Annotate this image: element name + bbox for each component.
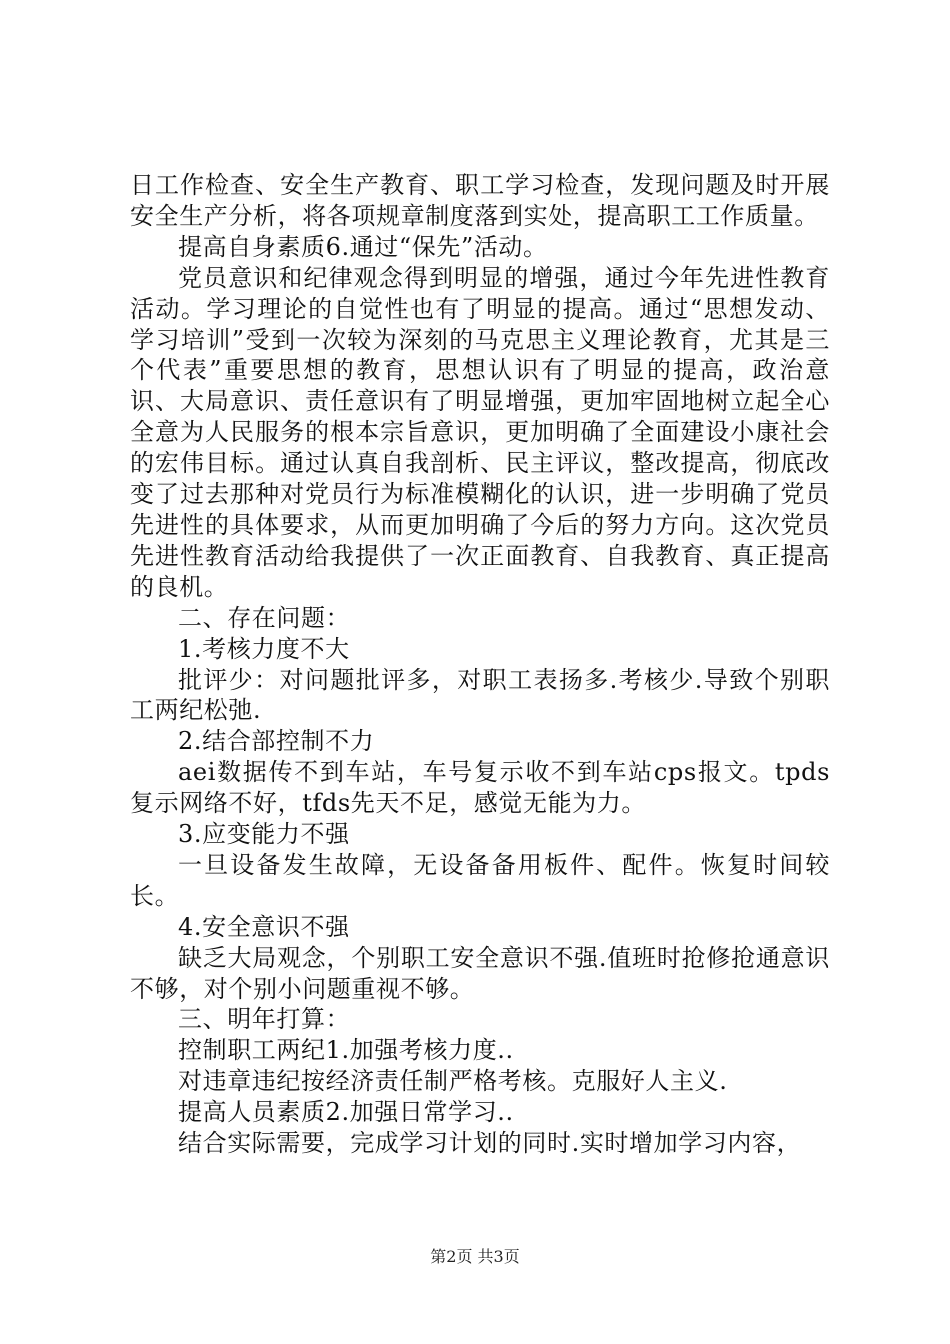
subsection-heading: 4.安全意识不强 <box>178 912 350 941</box>
section-heading: 三、明年打算： <box>178 1005 351 1034</box>
paragraph: 日工作检查、安全生产教育、职工学习检查，发现问题及时开展安全生产分析，将各项规章制度落到实处，提高职工工作质量。 <box>130 171 830 230</box>
subsection-heading: 3.应变能力不强 <box>178 820 350 849</box>
section-heading: 二、存在问题： <box>178 603 351 632</box>
paragraph: aei数据传不到车站，车号复示收不到车站cps报文。tpds复示网络不好，tfds先天不足，感觉无能为力。 <box>130 758 830 818</box>
paragraph: 提高自身素质6.通过“保先”活动。 <box>178 232 548 261</box>
page-footer: 第2页 共3页 <box>430 1247 520 1266</box>
paragraph: 结合实际需要，完成学习计划的同时.实时增加学习内容， <box>178 1129 802 1158</box>
subsection-heading: 1.考核力度不大 <box>178 634 350 663</box>
subsection-heading: 2.结合部控制不力 <box>178 727 375 756</box>
paragraph: 提高人员素质2.加强日常学习.. <box>178 1098 514 1127</box>
paragraph: 对违章违纪按经济责任制严格考核。克服好人主义. <box>178 1067 728 1096</box>
paragraph: 党员意识和纪律观念得到明显的增强，通过今年先进性教育活动。学习理论的自觉性也有了明显的提高。通过“思想发动、学习培训”受到一次较为深刻的马克思主义理论教育，尤其是三个代表”重要思想的教育，思想认识有了明显的提高，政治意识、大局意识、责任意识有了明显增强，更加牢固地树立起全心全意为人民服务的根本宗旨意识，更加明确了全面建设小康社会的宏伟目标。通过认真自我剖析、民主评议，整改提高，彻底改变了过去那种对党员行为标准模糊化的认识，进一步明确了党员先进性的具体要求，从而更加明确了今后的努力方向。这次党员先进性教育活动给我提供了一次正面教育、自我教育、真正提高的良机。 <box>130 263 830 601</box>
paragraph: 一旦设备发生故障，无设备备用板件、配件。恢复时间较长。 <box>130 850 830 910</box>
paragraph: 缺乏大局观念，个别职工安全意识不强.值班时抢修抢通意识不够，对个别小问题重视不够。 <box>130 943 830 1003</box>
document-body <box>130 170 830 1159</box>
paragraph: 控制职工两纪1.加强考核力度.. <box>178 1036 514 1065</box>
paragraph: 批评少：对问题批评多，对职工表扬多.考核少.导致个别职工两纪松弛. <box>130 665 830 725</box>
